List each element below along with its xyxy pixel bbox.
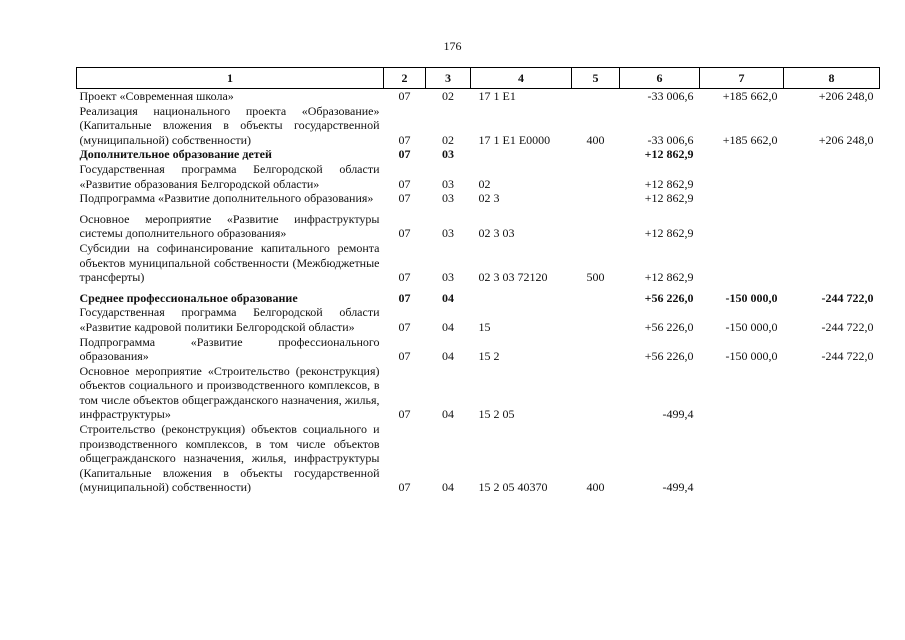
row-section-code: 07 [398,290,411,305]
row-description: Подпрограмма «Развитие дополнительного образования» [79,191,374,206]
row-expense-type [572,364,620,422]
row-amount-col8: -244 722,0 [821,290,874,305]
row-target-article: 02 3 03 [478,226,515,241]
row-subsection-code: 03 [442,270,454,285]
row-section-code: 07 [398,191,411,206]
table-row [77,422,880,495]
row-amount-col8 [784,191,880,206]
row-expense-type [572,305,620,334]
row-target-article: 17 1 E1 E0000 [478,132,551,147]
row-amount-col8 [784,241,880,285]
row-target-article [471,285,572,306]
row-amount-col7: +185 662,0 [722,132,778,147]
row-target-article: 02 3 03 72120 [478,270,548,285]
row-target-article [471,147,572,162]
row-section-code: 07 [398,407,411,422]
row-amount-col8 [784,147,880,162]
row-target-article: 15 2 05 40370 [478,480,548,495]
row-amount-col7 [700,422,784,495]
table-row [77,162,880,191]
row-section-code: 07 [398,480,411,495]
row-amount-col7 [700,191,784,206]
table-row [77,89,880,104]
row-amount-col6: -33 006,6 [647,89,694,103]
row-section-code: 07 [398,132,411,147]
row-expense-type: 400 [586,132,605,147]
row-amount-col8: +206 248,0 [818,89,874,103]
row-subsection-code: 04 [442,349,454,364]
row-section-code: 07 [398,270,411,285]
row-target-article: 02 3 [478,191,500,206]
row-subsection-code: 03 [442,191,454,206]
row-target-article: 15 2 [478,349,500,364]
row-amount-col8 [784,364,880,422]
table-row [77,241,880,285]
row-section-code: 07 [398,89,411,103]
row-subsection-code: 03 [442,147,454,162]
row-amount-col7 [700,364,784,422]
row-amount-col8 [784,206,880,241]
row-section-code: 07 [398,226,411,241]
column-header-2: 2 [384,68,426,89]
row-amount-col8: +206 248,0 [818,132,874,147]
row-amount-col6: +12 862,9 [644,191,694,206]
table-row [77,104,880,148]
row-subsection-code: 04 [442,407,454,422]
row-description: Субсидии на софинансирование капитального ремонта объектов муниципальной собственности (Межбюджетные трансферты) [79,240,380,285]
column-header-4: 4 [471,68,572,89]
row-expense-type [572,285,620,306]
table-body [77,89,880,496]
row-subsection-code: 02 [442,89,454,103]
row-target-article: 02 [478,176,491,191]
row-amount-col7 [700,241,784,285]
column-header-7: 7 [700,68,784,89]
table-row [77,285,880,306]
row-amount-col6: -33 006,6 [647,132,694,147]
row-expense-type [572,335,620,364]
row-subsection-code: 04 [442,319,454,334]
row-target-article: 17 1 E1 [478,89,516,103]
row-amount-col6: +56 226,0 [644,349,694,364]
row-description: Среднее профессиональное образование [79,290,298,305]
row-expense-type [572,206,620,241]
budget-table-container [76,67,879,495]
row-amount-col8 [784,162,880,191]
row-subsection-code: 03 [442,176,454,191]
budget-table [76,67,880,495]
row-expense-type [572,89,620,104]
row-target-article: 15 2 05 [478,407,515,422]
row-amount-col8: -244 722,0 [821,349,874,364]
row-expense-type: 400 [586,480,605,495]
table-row [77,364,880,422]
table-row [77,147,880,162]
page-number: 176 [443,39,462,53]
row-subsection-code: 02 [442,132,454,147]
row-target-article: 15 [478,319,491,334]
row-expense-type: 500 [586,270,605,285]
row-amount-col6: -499,4 [662,407,694,422]
row-expense-type [572,191,620,206]
row-description: Проект «Современная школа» [79,89,234,103]
row-amount-col7 [700,206,784,241]
column-header-6: 6 [620,68,700,89]
row-description: Основное мероприятие «Строительство (реконструкция) объектов социального и производственного комплексов, в том числе объектов общегражданского назначения, жилья, инфраструктуры» [79,363,380,422]
row-amount-col8 [784,422,880,495]
row-description: Государственная программа Белгородской области «Развитие кадровой политики Белгородской области» [79,305,380,334]
column-header-5: 5 [572,68,620,89]
table-row [77,335,880,364]
table-row [77,305,880,334]
row-amount-col7: -150 000,0 [725,349,778,364]
row-amount-col7 [700,147,784,162]
row-amount-col7: +185 662,0 [722,89,778,103]
row-amount-col6: +12 862,9 [644,176,694,191]
row-section-code: 07 [398,319,411,334]
row-amount-col8: -244 722,0 [821,319,874,334]
row-amount-col6: -499,4 [662,480,694,495]
header-row [77,68,880,89]
row-amount-col7: -150 000,0 [725,290,778,305]
row-description: Государственная программа Белгородской области «Развитие образования Белгородской области» [79,161,380,191]
row-subsection-code: 04 [442,480,454,495]
column-header-3: 3 [426,68,471,89]
row-description: Реализация национального проекта «Образование» (Капитальные вложения в объекты государственной (муниципальной) собственности) [79,103,380,147]
row-amount-col7 [700,162,784,191]
row-amount-col7: -150 000,0 [725,319,778,334]
table-row [77,191,880,206]
row-amount-col6: +12 862,9 [644,270,694,285]
row-amount-col6: +56 226,0 [644,290,694,305]
row-amount-col6: +12 862,9 [644,147,694,162]
row-description: Подпрограмма «Развитие профессионального образования» [79,334,380,364]
column-header-1: 1 [77,68,384,89]
row-section-code: 07 [398,176,411,191]
row-section-code: 07 [398,349,411,364]
row-subsection-code: 04 [442,290,454,305]
row-description: Строительство (реконструкция) объектов социального и производственного комплексов, в том числе объектов общегражданского назначения, жилья, инфраструктуры (Капитальные вложения в объекты государственной (муниципальной) собственности) [79,422,380,495]
row-expense-type [572,162,620,191]
row-description: Дополнительное образование детей [79,147,272,162]
row-section-code: 07 [398,147,411,162]
row-amount-col6: +56 226,0 [644,319,694,334]
row-amount-col6: +12 862,9 [644,226,694,241]
column-header-8: 8 [784,68,880,89]
row-subsection-code: 03 [442,226,454,241]
table-row [77,206,880,241]
row-description: Основное мероприятие «Развитие инфраструктуры системы дополнительного образования» [79,211,380,241]
row-expense-type [572,147,620,162]
